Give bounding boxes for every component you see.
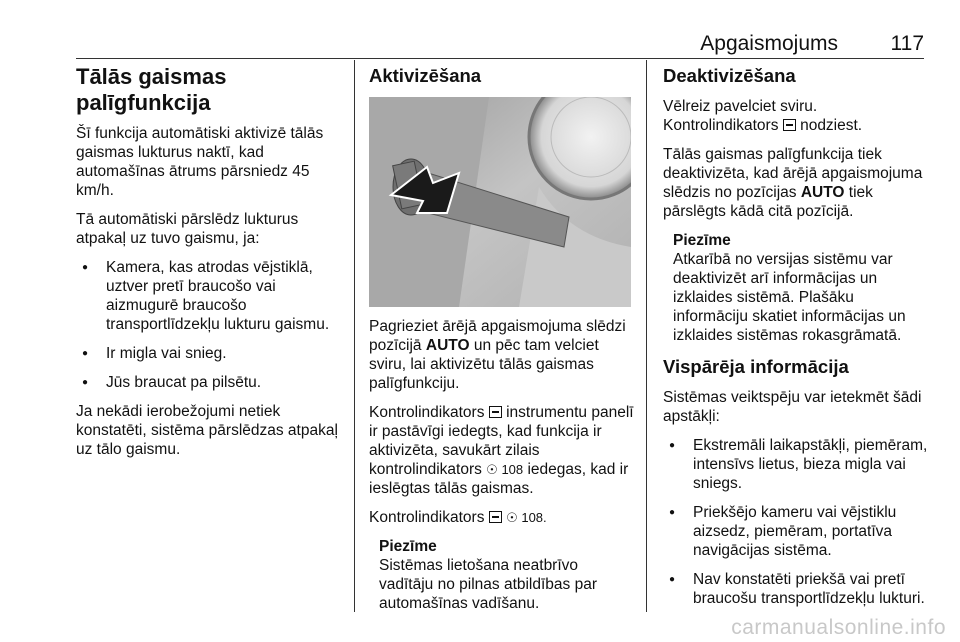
page-number: 117 [890,32,924,55]
paragraph: Kontrolindikators instrumentu panelī ir pastāvīgi iedegts, kad funkcija ir aktivizēta, savukārt zilais kontrolindikators ☉ 108 iedegas, kad ir ieslēgtas tālās gaismas. [369,404,634,497]
column-3 [663,64,933,618]
list-item: ● Priekšējo kameru vai vējstiklu aizsedz, piemēram, portatīva navigācijas sistēma. [663,503,933,560]
lever-photo [369,97,631,307]
list-item: ● Ir migla vai snieg. [76,344,348,363]
high-beam-assist-indicator-icon [489,511,502,523]
watermark: carmanualsonline.info [731,616,946,639]
section-title: Apgaismojums [700,32,838,55]
note-heading: Piezīme [379,538,437,555]
high-beam-assist-indicator-icon [489,406,502,418]
list-item: ● Ekstremāli laikapstākļi, piemēram, intensīvs lietus, bieza migla vai sniegs. [663,436,933,493]
paragraph: Tālās gaismas palīgfunkcija tiek deaktivizēta, kad ārējā apgaismojuma slēdzis no pozīcijas AUTO tiek pārslēgts kādā citā pozīcijā. [663,146,923,220]
auto-keyword: AUTO [800,184,845,201]
paragraph: Sistēmas veiktspēju var ietekmēt šādi apstākļi: [663,389,922,425]
paragraph: Kontrolindikators ☉ 108. [369,509,547,526]
header-rule [76,58,924,59]
bullet-list [76,258,348,392]
note-box [673,231,933,345]
high-beam-assist-indicator-icon [783,119,796,131]
list-item: ● Kamera, kas atrodas vējstiklā, uztver pretī braucošo vai aizmugurē braucošo transportlīdzekļu lukturu gaismu. [76,258,348,334]
paragraph: Vēlreiz pavelciet sviru. Kontrolindikators nodziest. [663,98,863,134]
heading-general-info: Vispārēja informācija [663,356,849,377]
note-heading: Piezīme [673,232,731,249]
list-item: ● Jūs braucat pa pilsētu. [76,373,348,392]
column-2 [369,64,635,623]
column-1 [76,64,348,469]
heading-high-beam-assist: Tālās gaismas palīgfunkcija [76,64,227,115]
page-reference: ☉ 108. [506,510,547,525]
paragraph: Tā automātiski pārslēdz lukturus atpakaļ uz tuvo gaismu, ja: [76,211,299,247]
list-item: ● Nav konstatēti priekšā vai pretī braucošu transportlīdzekļu lukturi. [663,570,933,608]
paragraph: Šī funkcija automātiski aktivizē tālās gaismas lukturus naktī, kad automašīnas ātrums pārsniedz 45 km/h. [76,125,324,199]
paragraph: Pagrieziet ārējā apgaismojuma slēdzi pozīcijā AUTO un pēc tam velciet sviru, lai aktivizētu tālās gaismas palīgfunkciju. [369,318,626,392]
paragraph: Ja nekādi ierobežojumi netiek konstatēti, sistēma pārslēdzas atpakaļ uz tālo gaismu. [76,403,338,458]
heading-deactivation: Deaktivizēšana [663,65,796,86]
column-divider-2 [646,60,647,612]
note-text: Atkarībā no versijas sistēmu var deaktivizēt arī informācijas un izklaides sistēmā. Plašāku informāciju skatiet informācijas un izklaides sistēmas rokasgrāmatā. [673,251,906,344]
note-box [379,537,635,613]
heading-activation: Aktivizēšana [369,65,482,86]
column-divider-1 [354,60,355,612]
bullet-list [663,436,933,608]
auto-keyword: AUTO [425,337,470,354]
page-reference: ☉ 108 [486,462,524,477]
note-text: Sistēmas lietošana neatbrīvo vadītāju no pilnas atbildības par automašīnas vadīšanu. [379,557,598,612]
